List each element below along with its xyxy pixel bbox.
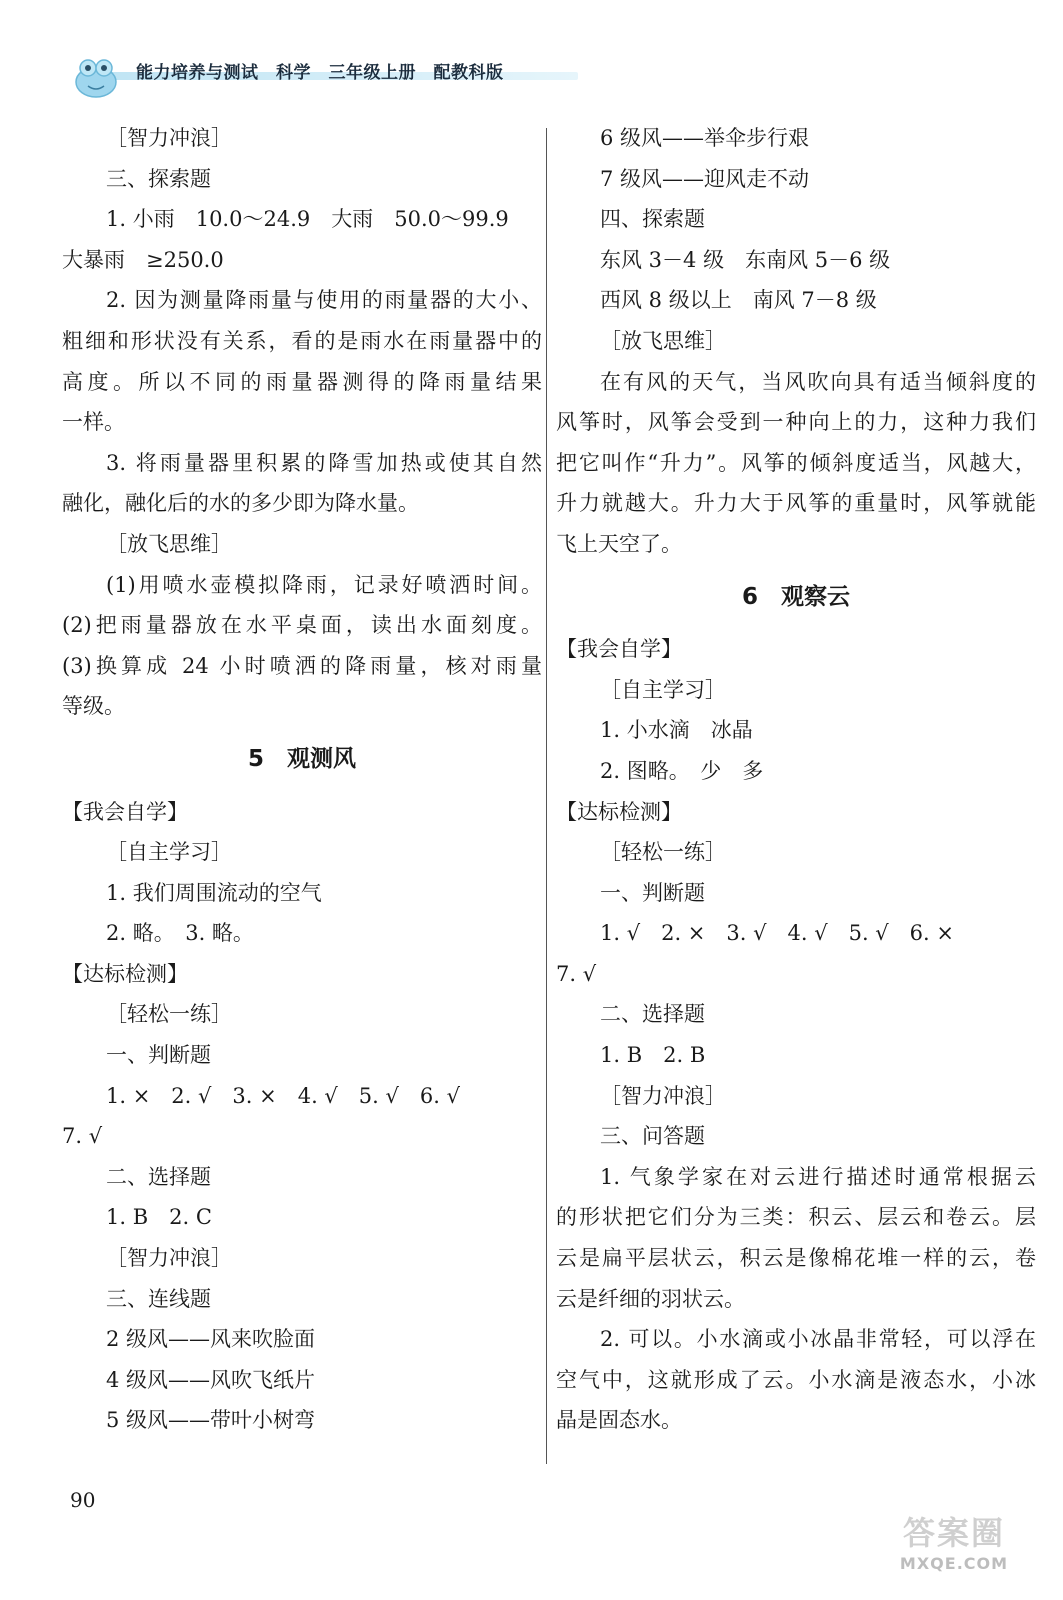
answer-line: 粗细和形状没有关系，看的是雨水在雨量器中的 [62, 328, 542, 353]
section-tag: ［智力冲浪］ [600, 1083, 726, 1108]
answer-line: 1. B 2. B [600, 1043, 706, 1068]
answer-line: 风筝时，风筝会受到一种向上的力，这种力我们 [556, 410, 1036, 435]
answer-line: 2. 因为测量降雨量与使用的雨量器的大小、 [106, 288, 542, 313]
answer-line: 2 级风——风来吹脸面 [106, 1327, 316, 1352]
question-heading: 一、判断题 [106, 1043, 211, 1068]
watermark-url: MXQE.COM [899, 1554, 1009, 1573]
block-heading: 【达标检测】 [556, 799, 682, 824]
block-heading: 【我会自学】 [556, 637, 682, 662]
answer-line: 大暴雨 ≥250.0 [62, 247, 224, 272]
answer-line: 融化，融化后的水的多少即为降水量。 [62, 491, 419, 516]
question-heading: 三、问答题 [600, 1124, 705, 1149]
lesson-title: 6 观察云 [741, 583, 850, 610]
answer-line: 在有风的天气，当风吹向具有适当倾斜度的 [600, 369, 1036, 394]
answer-line: (2)把雨量器放在水平桌面，读出水面刻度。 [62, 613, 542, 638]
answer-line: 1. × 2. √ 3. × 4. √ 5. √ 6. √ [106, 1083, 460, 1108]
answer-line: 的形状把它们分为三类：积云、层云和卷云。层 [556, 1205, 1036, 1230]
question-heading: 三、连线题 [106, 1286, 211, 1311]
page-number: 90 [70, 1488, 96, 1512]
section-tag: ［智力冲浪］ [106, 126, 232, 150]
answer-line: 西风 8 级以上 南风 7－8 级 [600, 288, 877, 313]
answer-line: (3)换算成 24 小时喷洒的降雨量，核对雨量 [62, 653, 542, 678]
section-tag: ［自主学习］ [106, 840, 232, 865]
frog-mascot-icon [66, 50, 126, 100]
site-watermark [869, 1508, 1039, 1578]
answer-line: 晶是固态水。 [556, 1408, 682, 1433]
question-heading: 一、判断题 [600, 880, 705, 905]
answer-line: 把它叫作“升力”。风筝的倾斜度适当，风越大， [556, 450, 1036, 475]
answer-line: 2. 略。 3. 略。 [106, 921, 254, 946]
answer-line: 7. √ [62, 1124, 103, 1149]
answer-line: 2. 图略。 少 多 [600, 758, 764, 783]
question-heading: 二、选择题 [106, 1164, 211, 1189]
question-heading: 二、选择题 [600, 1002, 705, 1027]
answer-line: 1. 气象学家在对云进行描述时通常根据云 [600, 1164, 1036, 1189]
answer-line: 7. √ [556, 961, 597, 986]
answer-line: 一样。 [62, 410, 125, 435]
answer-line: 1. B 2. C [106, 1205, 212, 1230]
answer-line: 飞上天空了。 [556, 531, 682, 556]
watermark-logo: 答案圈 [902, 1514, 1005, 1552]
section-tag: ［轻松一练］ [106, 1002, 232, 1027]
section-tag: ［放飞思维］ [600, 328, 726, 353]
answer-line: 升力就越大。升力大于风筝的重量时，风筝就能 [556, 491, 1036, 516]
section-tag: ［自主学习］ [600, 677, 726, 702]
answer-line: 云是纤细的羽状云。 [556, 1286, 745, 1311]
answer-line: 等级。 [62, 694, 125, 719]
answer-line: 空气中，这就形成了云。小水滴是液态水，小冰 [556, 1367, 1036, 1392]
answer-line: (1)用喷水壶模拟降雨，记录好喷洒时间。 [106, 572, 542, 597]
section-tag: ［轻松一练］ [600, 840, 726, 865]
answer-line: 2. 可以。小水滴或小冰晶非常轻，可以浮在 [600, 1327, 1036, 1352]
left-column [62, 118, 542, 1441]
section-tag: ［智力冲浪］ [106, 1246, 232, 1271]
answer-line: 4 级风——风吹飞纸片 [106, 1367, 316, 1392]
right-column [556, 118, 1036, 1441]
section-tag: ［放飞思维］ [106, 531, 232, 556]
question-heading: 四、探索题 [600, 207, 705, 232]
answer-line: 1. 我们周围流动的空气 [106, 880, 322, 905]
column-divider [546, 128, 547, 1464]
question-heading: 三、探索题 [106, 166, 211, 191]
answer-line: 高度。所以不同的雨量器测得的降雨量结果 [62, 369, 542, 394]
block-heading: 【达标检测】 [62, 961, 188, 986]
answer-line: 6 级风——举伞步行艰 [600, 126, 810, 150]
answer-line: 1. 小雨 10.0～24.9 大雨 50.0～99.9 [106, 207, 509, 232]
answer-line: 1. √ 2. × 3. √ 4. √ 5. √ 6. × [600, 921, 954, 946]
answer-line: 3. 将雨量器里积累的降雪加热或使其自然 [106, 450, 542, 475]
header-title: 能力培养与测试 科学 三年级上册 配教科版 [136, 63, 504, 83]
answer-line: 5 级风——带叶小树弯 [106, 1408, 316, 1433]
answer-line: 7 级风——迎风走不动 [600, 166, 810, 191]
answer-line: 1. 小水滴 冰晶 [600, 718, 753, 743]
answer-line: 东风 3－4 级 东南风 5－6 级 [600, 247, 891, 272]
block-heading: 【我会自学】 [62, 799, 188, 824]
page-header [58, 42, 528, 102]
answer-line: 云是扁平层状云，积云是像棉花堆一样的云，卷 [556, 1246, 1036, 1271]
lesson-title: 5 观测风 [247, 745, 356, 772]
